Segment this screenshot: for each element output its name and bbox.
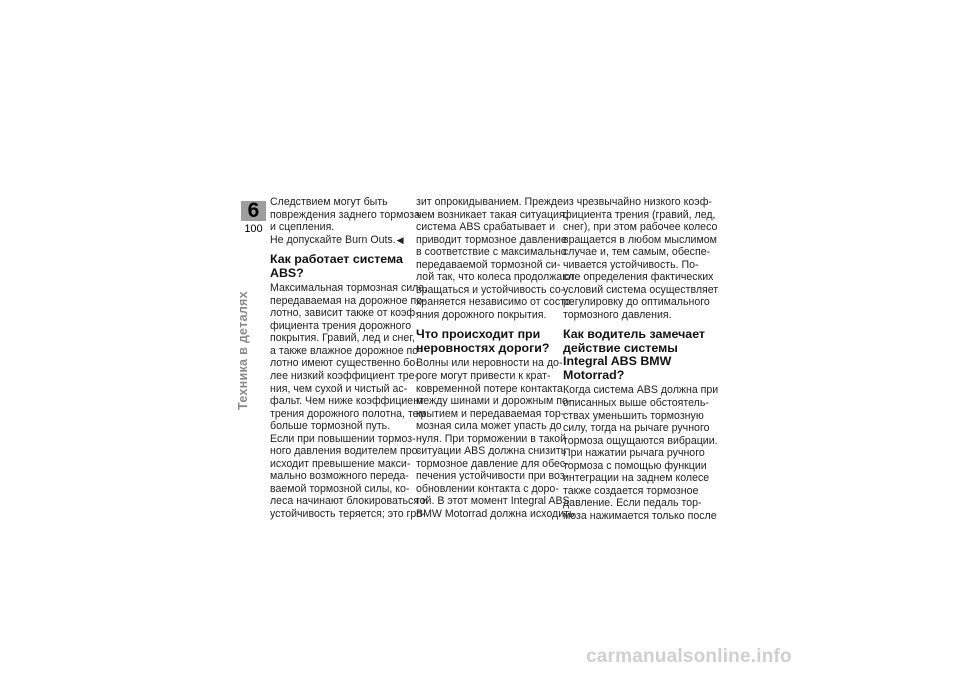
text-line: описанных выше обстоятель- (563, 397, 709, 410)
paragraph (563, 384, 719, 522)
text-line: фальт. Чем ниже коэффициент (270, 395, 424, 408)
chapter-number: 6 (241, 201, 266, 221)
paragraph (416, 196, 575, 321)
text-line: лой так, что колеса продолжают (416, 271, 575, 284)
text-line: исходит превышение макси- (270, 457, 411, 470)
text-line: сле определения фактических (563, 271, 714, 284)
text-line: лее низкий коэффициент тре- (270, 370, 419, 383)
heading-line: Как работает система (270, 252, 403, 267)
text-line: интеграции на заднем колесе (563, 472, 710, 485)
text-line: нуля. При торможении в такой (416, 432, 567, 445)
text-line: система ABS срабатывает и (416, 221, 556, 234)
text-line: При нажатии рычага ручного (563, 447, 705, 460)
paragraph (416, 357, 575, 521)
paragraph-intro (270, 196, 420, 246)
text-line-content: Не допускайте Burn Outs. (270, 233, 396, 246)
text-line: трения дорожного полотна, тем (270, 407, 426, 420)
heading-line: Integral ABS BMW (563, 354, 672, 369)
text-line: регулировку до оптимального (563, 296, 710, 309)
end-of-section-icon: ◀ (396, 234, 404, 245)
text-line: также создается тормозное (563, 484, 699, 497)
text-line: Если при повышении тормоз- (270, 432, 416, 445)
heading-line: неровностях дороги? (416, 340, 550, 355)
page-number: 100 (244, 223, 263, 235)
text-line: давление. Если педаль тор- (563, 497, 702, 510)
text-line: силу, тогда на рычаге ручного (563, 422, 710, 435)
text-line: печения устойчивости при воз- (416, 470, 569, 483)
text-column-1 (270, 196, 428, 521)
section-heading (270, 253, 408, 280)
text-line: ния, чем сухой и чистый ас- (270, 382, 408, 395)
text-line: покрытия. Гравий, лед и снег, (270, 332, 415, 345)
text-line: вращается в любом мыслимом (563, 233, 717, 246)
text-line: фициента трения (гравий, лед, (563, 208, 716, 221)
text-line: тормоза ощущаются вибрации. (563, 434, 718, 447)
text-line: гой. В этот момент Integral ABS (416, 495, 570, 508)
text-line: передаваемая на дорожное по- (270, 294, 426, 307)
text-line: тормозное давление для обес- (416, 457, 569, 470)
section-heading (416, 328, 550, 355)
paragraph (270, 282, 428, 521)
text-line: снег), при этом рабочее колесо (563, 221, 718, 234)
heading-line: Как водитель замечает (563, 327, 705, 342)
text-line: тормоза с помощью функции (563, 459, 707, 472)
text-line: в соответствие с максимально (416, 246, 567, 259)
text-line: между шинами и дорожным по- (416, 395, 572, 408)
text-column-2 (416, 196, 575, 521)
text-line: вращаться и устойчивость со- (416, 283, 565, 296)
text-line: обновлении контакта с доро- (416, 482, 559, 495)
text-line: ситуации ABS должна снизить (416, 445, 567, 458)
text-line: зит опрокидыванием. Прежде (416, 196, 563, 208)
text-line: случае и, тем самым, обеспе- (563, 246, 711, 259)
text-line: Следствием могут быть (270, 196, 388, 208)
text-line: ковременной потере контакта (416, 382, 563, 395)
text-line: лотно, зависит также от коэф- (270, 307, 419, 320)
text-line: моза нажимается только после (563, 509, 717, 522)
text-line: из чрезвычайно низкого коэф- (563, 196, 712, 208)
text-line: фициента трения дорожного (270, 319, 412, 332)
section-heading (563, 327, 705, 382)
text-line: храняется независимо от состо- (416, 296, 575, 309)
heading-line: Что происходит при (416, 327, 541, 342)
text-line: условий система осуществляет (563, 283, 719, 296)
text-line: и сцепления. (270, 221, 335, 234)
paragraph (563, 196, 719, 321)
text-line: ствах уменьшить тормозную (563, 409, 704, 422)
text-line: лотно имеют существенно бо- (270, 357, 419, 370)
text-line: передаваемой тормозной си- (416, 258, 561, 271)
text-line: повреждения заднего тормоза (270, 208, 420, 221)
text-line: яния дорожного покрытия. (416, 308, 547, 321)
text-line (270, 234, 408, 247)
text-line: Когда система ABS должна при (563, 384, 719, 397)
text-line: ного давления водителем про- (270, 445, 422, 458)
text-line: Максимальная тормозная сила, (270, 282, 428, 295)
text-line: приводит тормозное давление (416, 233, 567, 246)
text-line: а также влажное дорожное по- (270, 344, 422, 357)
heading-line: ABS? (270, 265, 304, 280)
heading-line: действие системы (563, 340, 678, 355)
text-column-3 (563, 196, 719, 522)
text-line: BMW Motorrad должна исходить (416, 508, 575, 521)
text-line: Волны или неровности на до- (416, 357, 563, 370)
text-line: леса начинают блокироваться и (270, 495, 428, 508)
text-line: ваемой тормозной силы, ко- (270, 482, 410, 495)
watermark: carmanualsonline.info (586, 646, 792, 667)
text-line: устойчивость теряется; это гро- (270, 508, 426, 521)
text-line: чивается устойчивость. По- (563, 258, 699, 271)
text-line: тормозного давления. (563, 308, 672, 321)
chapter-title: Техника в деталях (236, 291, 250, 410)
text-line: чем возникает такая ситуация, (416, 208, 568, 221)
text-line: мозная сила может упасть до (416, 420, 562, 433)
text-line: мально возможного переда- (270, 470, 409, 483)
heading-line: Motorrad? (563, 367, 625, 382)
text-line: крытием и передаваемая тор- (416, 407, 565, 420)
text-line: роге могут привести к крат- (416, 370, 551, 383)
text-line: больше тормозной путь. (270, 420, 391, 433)
